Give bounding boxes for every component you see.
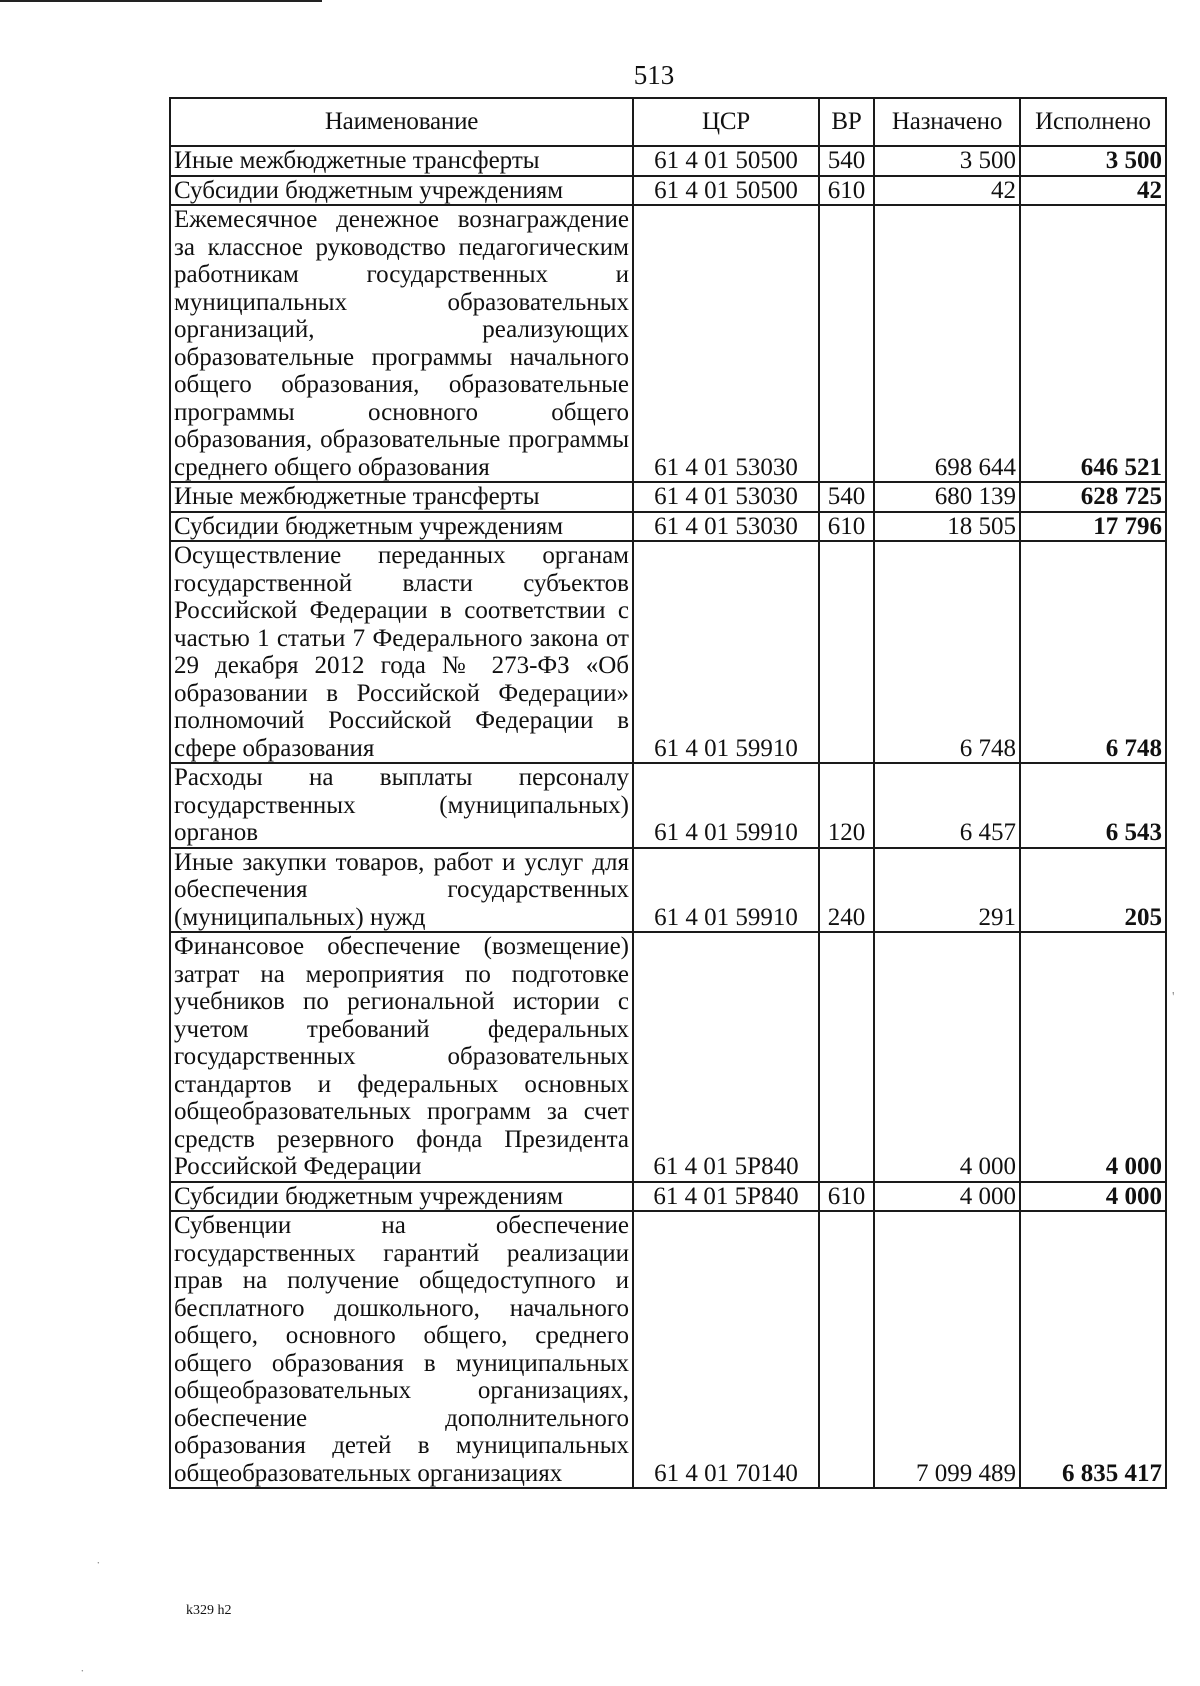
table-row (170, 1182, 1166, 1212)
row-assigned: 7 099 489 (874, 1211, 1020, 1488)
header-name: Наименование (170, 98, 633, 146)
page-number: 513 (633, 60, 675, 90)
header-vr: ВР (819, 98, 874, 146)
table-row (170, 512, 1166, 542)
scan-speck: ˙ (80, 1668, 85, 1683)
row-vr (819, 1211, 874, 1488)
header-assigned: Назначено (874, 98, 1020, 146)
scan-speck: ˙ (96, 1560, 101, 1575)
table-row (170, 763, 1166, 848)
row-name: Расходы на выплаты персоналу государственных (муниципальных) органов (170, 763, 633, 848)
row-assigned: 42 (874, 176, 1020, 206)
row-assigned: 291 (874, 848, 1020, 933)
row-csr: 61 4 01 5Р840 (633, 932, 819, 1182)
row-executed: 628 725 (1020, 482, 1166, 512)
row-executed: 17 796 (1020, 512, 1166, 542)
row-vr (819, 205, 874, 482)
row-name: Финансовое обеспечение (возмещение) затрат на мероприятия по подготовке учебников по региональной истории с учетом требований федеральных государственных образовательных стандартов и федеральных основных общеобразовательных программ за счет средств резервного фонда Президента Российской Федерации (170, 932, 633, 1182)
row-csr: 61 4 01 59910 (633, 541, 819, 763)
row-csr: 61 4 01 5Р840 (633, 1182, 819, 1212)
row-csr: 61 4 01 53030 (633, 205, 819, 482)
row-vr: 610 (819, 1182, 874, 1212)
row-assigned: 4 000 (874, 1182, 1020, 1212)
header-row (170, 98, 1166, 146)
row-name: Ежемесячное денежное вознаграждение за классное руководство педагогическим работникам государственных и муниципальных образовательных организаций, реализующих образовательные программы начального общего образования, образовательные программы основного общего образования, образовательные программы среднего общего образования (170, 205, 633, 482)
row-assigned: 6 748 (874, 541, 1020, 763)
row-assigned: 698 644 (874, 205, 1020, 482)
header-executed: Исполнено (1020, 98, 1166, 146)
row-csr: 61 4 01 50500 (633, 176, 819, 206)
row-name: Субсидии бюджетным учреждениям (170, 176, 633, 206)
row-assigned: 18 505 (874, 512, 1020, 542)
row-assigned: 3 500 (874, 146, 1020, 176)
row-csr: 61 4 01 59910 (633, 848, 819, 933)
row-vr (819, 932, 874, 1182)
row-executed: 3 500 (1020, 146, 1166, 176)
row-executed: 6 748 (1020, 541, 1166, 763)
row-csr: 61 4 01 59910 (633, 763, 819, 848)
table-row (170, 146, 1166, 176)
row-vr (819, 541, 874, 763)
row-vr: 120 (819, 763, 874, 848)
row-name: Иные межбюджетные трансферты (170, 482, 633, 512)
table-row (170, 482, 1166, 512)
row-name: Субсидии бюджетным учреждениям (170, 512, 633, 542)
row-assigned: 680 139 (874, 482, 1020, 512)
row-executed: 205 (1020, 848, 1166, 933)
table-row (170, 932, 1166, 1182)
row-name: Иные закупки товаров, работ и услуг для обеспечения государственных (муниципальных) нужд (170, 848, 633, 933)
footer-code: k329 h2 (186, 1603, 232, 1618)
row-executed: 646 521 (1020, 205, 1166, 482)
table-row (170, 541, 1166, 763)
table-row (170, 205, 1166, 482)
budget-table (169, 97, 1167, 1489)
row-executed: 4 000 (1020, 932, 1166, 1182)
row-vr: 540 (819, 146, 874, 176)
row-csr: 61 4 01 50500 (633, 146, 819, 176)
table-row (170, 176, 1166, 206)
row-name: Осуществление переданных органам государственной власти субъектов Российской Федерации в соответствии с частью 1 статьи 7 Федерального закона от 29 декабря 2012 года № 273-ФЗ «Об образовании в Российской Федерации» полномочий Российской Федерации в сфере образования (170, 541, 633, 763)
top-rule (0, 0, 322, 2)
row-name: Иные межбюджетные трансферты (170, 146, 633, 176)
row-vr: 610 (819, 512, 874, 542)
row-name: Субвенции на обеспечение государственных гарантий реализации прав на получение общедоступного и бесплатного дошкольного, начального общего, основного общего, среднего общего образования в муниципальных общеобразовательных организациях, обеспечение дополнительного образования детей в муниципальных общеобразовательных организациях (170, 1211, 633, 1488)
table-row (170, 848, 1166, 933)
row-vr: 610 (819, 176, 874, 206)
header-csr: ЦСР (633, 98, 819, 146)
row-name: Субсидии бюджетным учреждениям (170, 1182, 633, 1212)
row-executed: 6 543 (1020, 763, 1166, 848)
scan-speck: ' (1172, 990, 1175, 1005)
row-executed: 4 000 (1020, 1182, 1166, 1212)
row-csr: 61 4 01 70140 (633, 1211, 819, 1488)
row-vr: 240 (819, 848, 874, 933)
table-row (170, 1211, 1166, 1488)
row-executed: 6 835 417 (1020, 1211, 1166, 1488)
row-vr: 540 (819, 482, 874, 512)
row-csr: 61 4 01 53030 (633, 482, 819, 512)
row-csr: 61 4 01 53030 (633, 512, 819, 542)
row-assigned: 4 000 (874, 932, 1020, 1182)
row-executed: 42 (1020, 176, 1166, 206)
row-assigned: 6 457 (874, 763, 1020, 848)
